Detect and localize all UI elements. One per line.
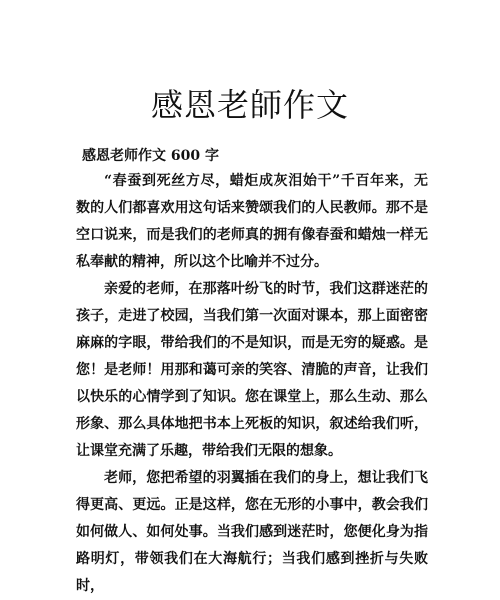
document-body xyxy=(76,168,428,600)
paragraph-2: 亲爱的老师，在那落叶纷飞的时节，我们这群迷茫的孩子，走进了校园，当我们第一次面对课本，那上面密密麻麻的字眼，带给我们的不是知识，而是无穷的疑惑。是您！是老师！用那和蔼可亲的笑容、清脆的声音，让我们以快乐的心情学到了知识。您在课堂上，那么生动、那么形象、那么具体地把书本上死板的知识，叙述给我们听，让课堂充满了乐趣，带给我们无限的想象。 xyxy=(76,281,428,459)
paragraph-1: “春蚕到死丝方尽，蜡炬成灰泪始干”千百年来，无数的人们都喜欢用这句话来赞颂我们的人民教师。那不是空口说来，而是我们的老师真的拥有像春蚕和蜡烛一样无私奉献的精神，所以这个比喻并不过分。 xyxy=(76,173,428,270)
paragraph-3: 老师，您把希望的羽翼插在我们的身上，想让我们飞得更高、更远。正是这样，您在无形的小事中，教会我们如何做人、如何处事。当我们感到迷茫时，您便化身为指路明灯，带领我们在大海航行；当我们感到挫折与失败时， xyxy=(76,470,428,594)
document-subtitle: 感恩老师作文 600 字 xyxy=(82,148,219,164)
document-title: 感恩老師作文 xyxy=(150,86,349,124)
